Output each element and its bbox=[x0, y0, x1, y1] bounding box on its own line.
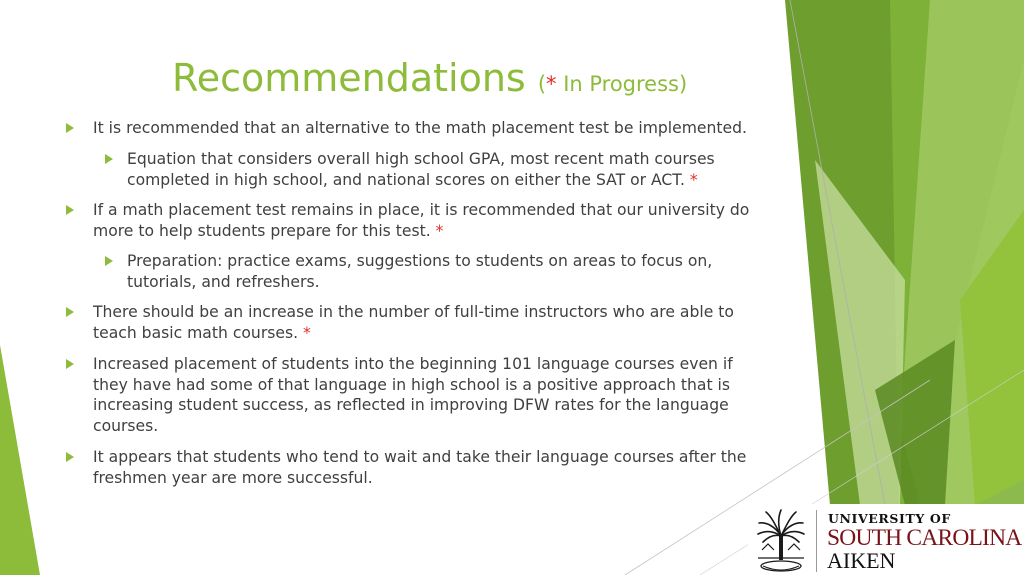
bullet-arrow-icon bbox=[105, 154, 113, 164]
slide-title bbox=[172, 56, 687, 100]
bullet-item bbox=[93, 447, 765, 488]
bullet-arrow-icon bbox=[66, 452, 74, 462]
title-paren: ( bbox=[537, 72, 547, 96]
bullet-star: * bbox=[689, 170, 698, 189]
bullet-text: There should be an increase in the number of full-time instructors who are able to teach basic math courses. bbox=[93, 303, 734, 342]
title-main: Recommendations bbox=[172, 56, 526, 100]
bullet-arrow-icon bbox=[66, 359, 74, 369]
title-star: * bbox=[546, 72, 557, 96]
bullet-arrow-icon bbox=[105, 256, 113, 266]
logo-line-university-of: UNIVERSITY OF bbox=[828, 511, 951, 526]
bullet-star: * bbox=[302, 323, 311, 342]
logo-line-south-carolina: SOUTH CAROLINA bbox=[827, 525, 1022, 551]
bullet-item bbox=[93, 354, 765, 436]
bullet-star: * bbox=[435, 221, 444, 240]
sub-bullet-item bbox=[127, 251, 737, 292]
logo-divider bbox=[816, 510, 817, 572]
bullet-text: If a math placement test remains in place, it is recommended that our university do more to help students prepare for this test. bbox=[93, 201, 750, 240]
bullet-text: It is recommended that an alternative to the math placement test be implemented. bbox=[93, 119, 747, 137]
title-subnote bbox=[538, 72, 687, 96]
bullet-arrow-icon bbox=[66, 205, 74, 215]
bullet-text: Increased placement of students into the beginning 101 language courses even if they have had some of that language in high school is a positive approach that is increasing student success, as reflected in improving DFW rates for the language courses. bbox=[93, 355, 733, 435]
left-green-sliver bbox=[0, 345, 40, 575]
university-logo bbox=[748, 504, 1024, 575]
bullet-item bbox=[93, 200, 765, 241]
bullet-item bbox=[93, 302, 765, 343]
sub-bullet-item bbox=[127, 149, 737, 190]
bullet-arrow-icon bbox=[66, 123, 74, 133]
logo-line-aiken: AIKEN bbox=[827, 548, 896, 573]
bullet-arrow-icon bbox=[66, 307, 74, 317]
title-note: In Progress) bbox=[556, 72, 688, 96]
bullet-text: It appears that students who tend to wait and take their language courses after the freshmen year are more successful. bbox=[93, 448, 747, 487]
bullet-text: Preparation: practice exams, suggestions to students on areas to focus on, tutorials, and refreshers. bbox=[127, 252, 713, 291]
bullet-text: Equation that considers overall high school GPA, most recent math courses completed in high school, and national scores on either the SAT or ACT. bbox=[127, 150, 715, 189]
bullet-item bbox=[93, 118, 765, 139]
palmetto-tree-seal-icon bbox=[750, 506, 812, 574]
